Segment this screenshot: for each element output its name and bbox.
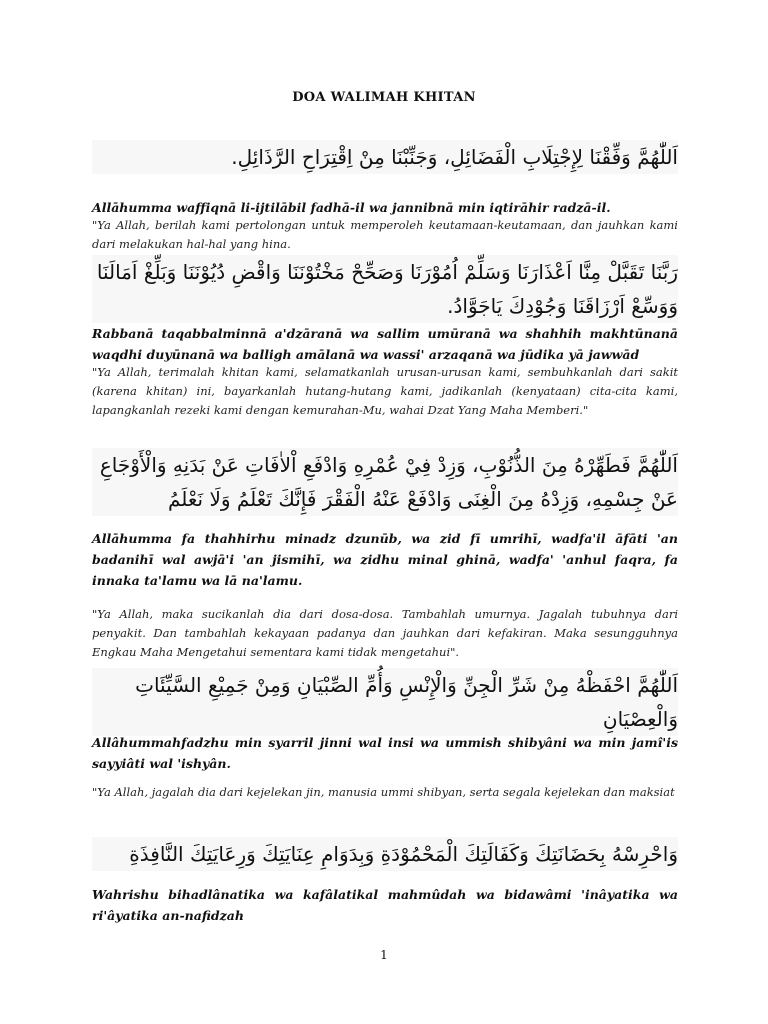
transliteration-5: Wahrishu bihadlânatika wa kafâlatikal mahmûdah wa bidawâmi 'inâyatika wa ri'âyatika an-nafidzah <box>92 887 678 923</box>
arabic-prayer-5: وَاحْرِسْهُ بِحَضَانَتِكَ وَكَفَالَتِكَ الْمَحْمُوْدَةِ وَبِدَوَامِ عِنَايَتِكَ وَرِعَايَتِكَ النَّافِذَةِ <box>92 837 678 871</box>
transliteration-1: Allāhumma waffiqnā li-ijtilābil fadhā-il wa jannibnā min iqtirāhir radzā-il. <box>92 200 611 215</box>
arabic-prayer-3: اَللّٰهُمَّ فَطَهِّرْهُ مِنَ الذُّنُوْبِ، وَزِدْ فِيْ عُمْرِهِ وَادْفَعِ اْلاٰفَاتِ عَنْ بَدَنِهِ وَالْأَوْجَاعِ عَنْ جِسْمِهِ، وَزِدْهُ مِنَ الْغِنَى وَادْفَعْ عَنْهُ الْفَقْرَ فَإِنَّكَ تَعْلَمُ وَلَا نَعْلَمُ <box>92 448 678 516</box>
transliteration-3: Allāhumma fa thahhirhu minadz dzunūb, wa zid fī umrihī, wadfa'il āfāti 'an badanihī wal awjā'i 'an jismihī, wa zidhu minal ghinā, wadfa' 'anhul faqra, fa innaka ta'lamu wa lā na'lamu. <box>92 531 678 588</box>
transliteration-4: Allâhummahfadzhu min syarril jinni wal insi wa ummish shibyâni wa min jamî'is sayyiâti wal 'ishyân. <box>92 735 678 771</box>
arabic-prayer-4: اَللّٰهُمَّ احْفَظْهُ مِنْ شَرِّ الْجِنِّ وَالْإِنْسِ وَأُمِّ الصِّبْيَانِ وَمِنْ جَمِيْعِ السَّيِّئَاتِ وَالْعِصْيَانِ <box>92 668 678 736</box>
document-title: DOA WALIMAH KHITAN <box>292 90 476 105</box>
translation-2: "Ya Allah, terimalah khitan kami, selamatkanlah urusan-urusan kami, sembuhkanlah dari sakit (karena khitan) ini, bayarkanlah hutang-hutang kami, jadikanlah (kenyataan) cita-cita kami, lapangkanlah rezeki kami dengan kemurahan-Mu, wahai Dzat Yang Maha Memberi." <box>92 365 678 417</box>
translation-3: "Ya Allah, maka sucikanlah dia dari dosa-dosa. Tambahlah umurnya. Jagalah tubuhnya dari penyakit. Dan tambahlah kekayaan padanya dan jauhkan dari kefakiran. Maka sesungguhnya Engkau Maha Mengetahui sementara kami tidak mengetahui". <box>92 607 678 659</box>
transliteration-2: Rabbanā taqabbalminnā a'dzāranā wa sallim umūranā wa shahhih makhtūnanā waqdhi duyūnanā wa balligh amālanā wa wassi' arzaqanā wa jūdika yā jawwād <box>92 326 678 362</box>
translation-4: "Ya Allah, jagalah dia dari kejelekan jin, manusia ummi shibyan, serta segala kejelekan dan maksiat <box>92 785 675 799</box>
arabic-prayer-2: رَبَّنَا تَقَبَّلْ مِنَّا اَعْذَارَنَا وَسَلِّمْ اُمُوْرَنَا وَصَحِّحْ مَخْتُوْنَنَا وَاقْضِ دُيُوْنَنَا وَبَلِّغْ اَمَالَنَا وَوَسِّعْ اَرْزَاقَنَا وَجُوْدِكَ يَاجَوَّادُ. <box>92 255 678 323</box>
translation-1: "Ya Allah, berilah kami pertolongan untuk memperoleh keutamaan-keutamaan, dan jauhkan kami dari melakukan hal-hal yang hina. <box>92 218 678 251</box>
page-number: 1 <box>380 948 388 962</box>
arabic-prayer-1: اَللّٰهُمَّ وَفِّقْنَا لِإِجْتِلَابِ الْفَضَائِلِ، وَجَنِّبْنَا مِنْ اِقْتِرَاحِ الرَّذَائِلِ. <box>92 140 678 174</box>
